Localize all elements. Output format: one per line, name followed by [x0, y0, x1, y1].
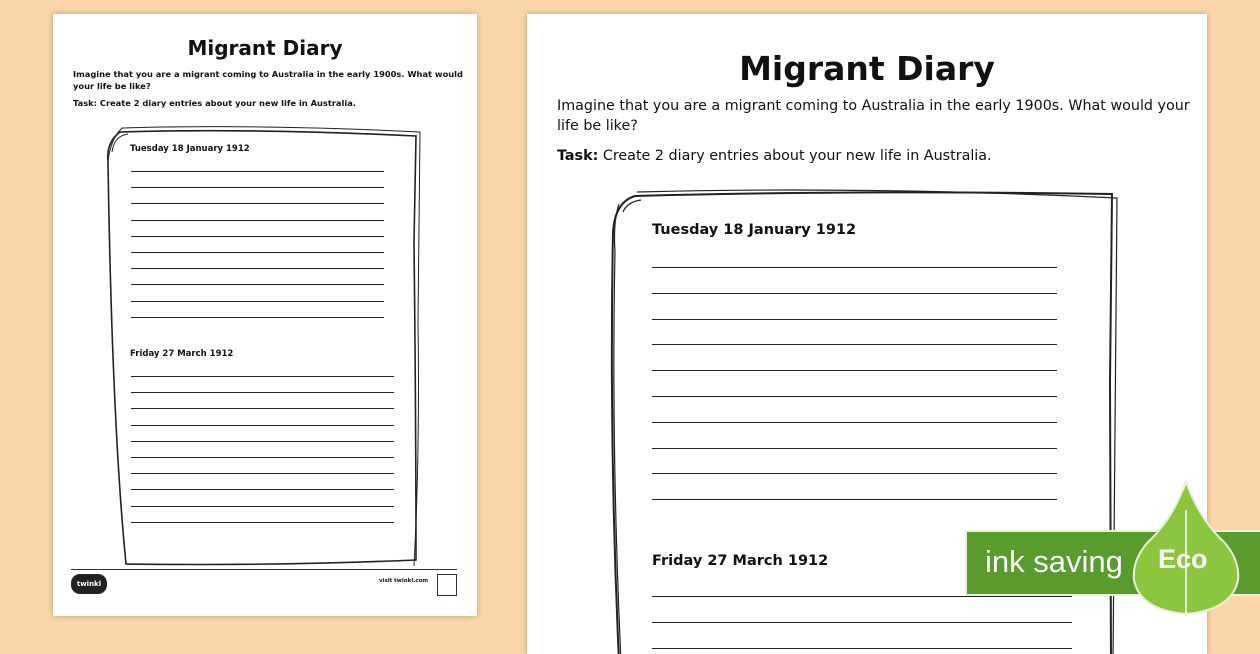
writing-line [131, 317, 384, 318]
writing-line [652, 648, 1072, 649]
ink-saving-text: ink saving [985, 544, 1123, 579]
writing-line [652, 422, 1057, 423]
writing-line [131, 220, 384, 221]
writing-line [652, 344, 1057, 345]
entry-date-1-large: Tuesday 18 January 1912 [652, 222, 857, 238]
writing-line [131, 522, 394, 523]
writing-line [652, 267, 1057, 268]
writing-line [131, 376, 394, 377]
writing-line [652, 473, 1057, 474]
writing-line [652, 319, 1057, 320]
worksheet-title: Migrant Diary [187, 36, 343, 60]
task-label-large: Task: [557, 148, 599, 164]
entry-date-2: Friday 27 March 1912 [130, 349, 234, 359]
task-label: Task: [73, 98, 97, 108]
writing-line [131, 236, 384, 237]
worksheet-task-large [557, 148, 1192, 164]
worksheet-intro: Imagine that you are a migrant coming to Australia in the early 1900s. What would your life be like? [73, 69, 463, 91]
eco-label: Eco [1158, 544, 1208, 574]
writing-line [131, 252, 384, 253]
twinkl-logo: twinkl [71, 574, 107, 594]
task-text-large: Create 2 diary entries about your new life in Australia. [598, 148, 992, 164]
writing-line [652, 499, 1057, 500]
writing-line [131, 408, 394, 409]
worksheet-intro-large: Imagine that you are a migrant coming to Australia in the early 1900s. What would your life be like? [557, 98, 1190, 134]
entry-date-1: Tuesday 18 January 1912 [130, 144, 250, 154]
writing-line [131, 457, 394, 458]
worksheet-preview-small [53, 14, 477, 616]
writing-line [652, 596, 1072, 597]
writing-line [131, 489, 394, 490]
writing-line [131, 171, 384, 172]
diary-page-frame [98, 122, 428, 572]
writing-line [131, 203, 384, 204]
writing-line [652, 396, 1057, 397]
writing-line [131, 506, 394, 507]
writing-line [131, 425, 394, 426]
writing-line [131, 392, 394, 393]
writing-line [652, 448, 1057, 449]
writing-line [131, 301, 384, 302]
worksheet-title-large: Migrant Diary [739, 49, 995, 88]
writing-line [131, 284, 384, 285]
worksheet-task [73, 98, 463, 108]
writing-line [131, 441, 394, 442]
quality-badge-icon [437, 574, 457, 596]
writing-line [131, 268, 384, 269]
writing-line [131, 187, 384, 188]
footer-url: visit twinkl.com [379, 578, 429, 584]
writing-line [652, 370, 1057, 371]
entry-date-2-large: Friday 27 March 1912 [652, 553, 829, 569]
writing-line [652, 622, 1072, 623]
writing-line [652, 293, 1057, 294]
task-text: Create 2 diary entries about your new life in Australia. [96, 98, 356, 108]
footer-divider [71, 569, 457, 570]
writing-line [131, 473, 394, 474]
